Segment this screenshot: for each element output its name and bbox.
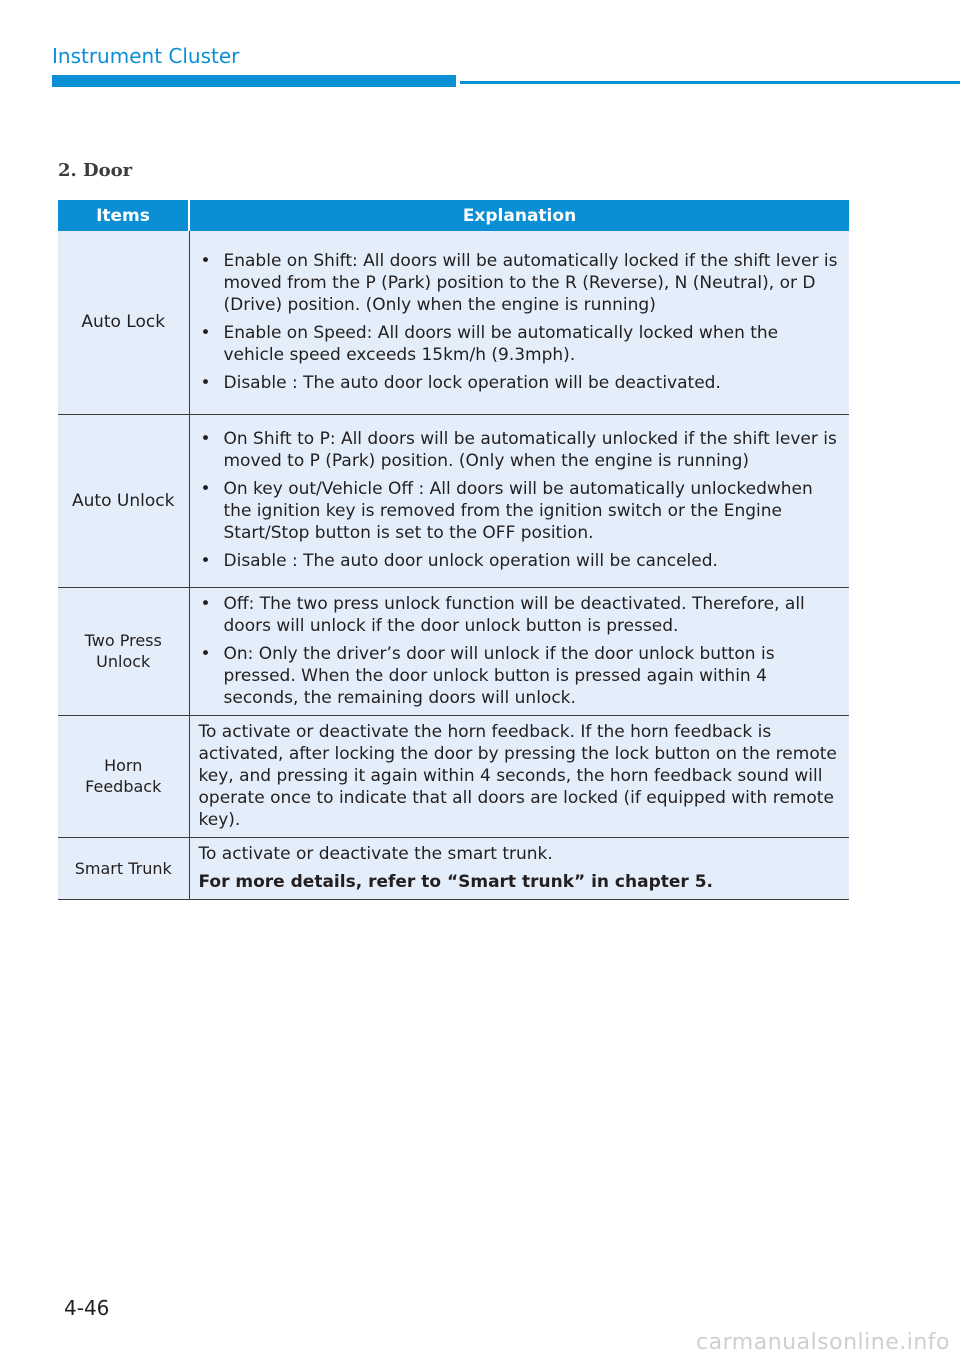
row-item-auto-unlock: Auto Unlock: [58, 414, 189, 587]
cross-reference-note: For more details, refer to “Smart trunk” in chapter 5.: [198, 871, 713, 892]
bullet-list: [199, 593, 844, 709]
page-number: 4-46: [64, 1296, 110, 1320]
chapter-title: Instrument Cluster: [52, 44, 240, 68]
list-item: [199, 478, 844, 544]
bullet-text: Disable : The auto door unlock operation will be canceled.: [223, 551, 718, 571]
list-item: [199, 550, 844, 572]
row-explanation: [189, 715, 849, 837]
table-header-row: [58, 200, 849, 231]
watermark: carmanualsonline.info: [696, 1330, 950, 1355]
bullet-text: On key out/Vehicle Off : All doors will be automatically unlockedwhen the ignition key is removed from the ignition switch or the Engine Start/Stop button is set to the OFF position.: [223, 479, 813, 543]
header-rule: [460, 81, 960, 84]
explanation-text: To activate or deactivate the smart trunk.: [198, 843, 553, 864]
bullet-icon: •: [200, 643, 211, 664]
bullet-list: [199, 428, 844, 572]
list-item: [199, 250, 844, 316]
bullet-icon: •: [200, 593, 211, 614]
row-explanation: [189, 587, 849, 715]
table-row: [58, 587, 849, 715]
bullet-text: Disable : The auto door lock operation will be deactivated.: [223, 372, 721, 393]
bullet-icon: •: [200, 551, 211, 571]
table-row: [58, 715, 849, 837]
header-accent-bar: [52, 75, 456, 87]
list-item: [199, 322, 844, 366]
row-item-auto-lock: Auto Lock: [58, 231, 189, 414]
table-row: [58, 837, 849, 899]
list-item: [199, 643, 844, 709]
bullet-icon: •: [200, 479, 211, 499]
row-item-horn-feedback: Horn Feedback: [58, 715, 189, 837]
bullet-text: On: Only the driver’s door will unlock if the door unlock button is pressed. When the door unlock button is pressed again within 4 seconds, the remaining doors will unlock.: [223, 643, 775, 708]
row-item-two-press-unlock: Two Press Unlock: [58, 587, 189, 715]
bullet-list: [199, 250, 844, 394]
column-header-items: Items: [58, 200, 189, 231]
row-item-smart-trunk: Smart Trunk: [58, 837, 189, 899]
bullet-icon: •: [200, 372, 211, 393]
bullet-icon: •: [200, 322, 211, 343]
list-item: [199, 428, 844, 472]
row-explanation: [189, 414, 849, 587]
bullet-text: On Shift to P: All doors will be automatically unlocked if the shift lever is moved to P (Park) position. (Only when the engine is running): [223, 429, 837, 471]
bullet-text: Off: The two press unlock function will be deactivated. Therefore, all doors will unlock if the door unlock button is pressed.: [223, 593, 805, 636]
bullet-text: Enable on Speed: All doors will be automatically locked when the vehicle speed exceeds 15km/h (9.3mph).: [223, 322, 779, 365]
table-row: [58, 231, 849, 414]
bullet-text: Enable on Shift: All doors will be automatically locked if the shift lever is moved from the P (Park) position to the R (Reverse), N (Neutral), or D (Drive) position. (Only when the engine is running): [223, 250, 838, 315]
bullet-icon: •: [200, 250, 211, 271]
explanation-text: To activate or deactivate the horn feedback. If the horn feedback is activated, after locking the door by pressing the lock button on the remote key, and pressing it again within 4 seconds, the horn feedback sound will operate once to indicate that all doors are locked (if equipped with remote key).: [198, 721, 837, 830]
column-header-explanation: Explanation: [189, 200, 849, 231]
row-explanation: [189, 837, 849, 899]
row-explanation: [189, 231, 849, 414]
table-row: [58, 414, 849, 587]
list-item: [199, 593, 844, 637]
door-settings-table: [58, 200, 849, 900]
section-title: 2. Door: [58, 160, 133, 181]
list-item: [199, 372, 844, 394]
bullet-icon: •: [200, 429, 211, 449]
